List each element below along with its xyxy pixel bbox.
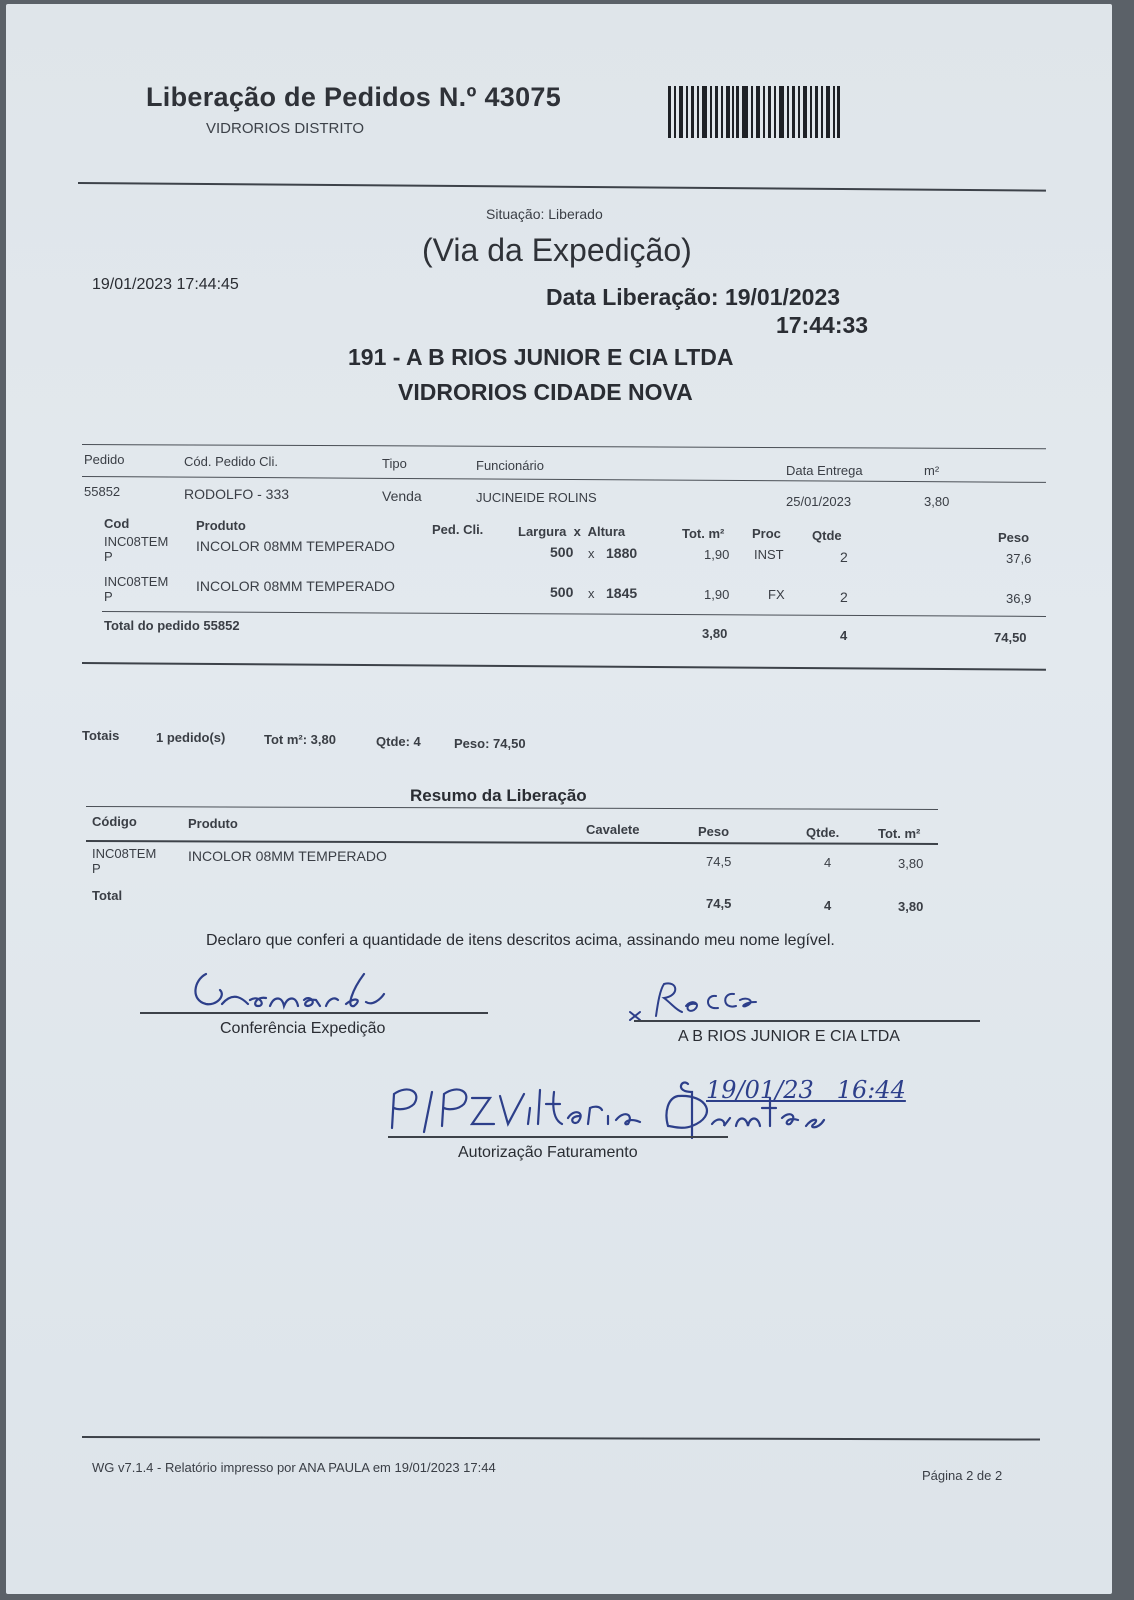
footer-rule bbox=[82, 1436, 1040, 1441]
summary-codigo-line2: P bbox=[92, 861, 101, 876]
summary-peso: 74,5 bbox=[706, 854, 732, 869]
client-store: VIDRORIOS CIDADE NOVA bbox=[398, 379, 693, 405]
cliente-label: A B RIOS JUNIOR E CIA LTDA bbox=[678, 1028, 900, 1045]
item-x: x bbox=[588, 586, 595, 601]
item-cod-line2: P bbox=[104, 549, 113, 564]
item-qtde: 2 bbox=[840, 549, 848, 565]
item-qtde: 2 bbox=[840, 589, 848, 605]
value-tipo: Venda bbox=[382, 488, 422, 504]
summary-col-codigo: Código bbox=[92, 814, 137, 829]
conferencia-label: Conferência Expedição bbox=[220, 1020, 386, 1037]
summary-total-qtde: 4 bbox=[824, 898, 832, 913]
totals-label: Totais bbox=[82, 728, 120, 743]
item-altura: 1845 bbox=[606, 585, 638, 601]
col-m2: m² bbox=[924, 463, 940, 478]
items-col-ped-cli: Ped. Cli. bbox=[432, 522, 484, 537]
items-col-produto: Produto bbox=[196, 518, 246, 533]
summary-top-rule bbox=[86, 806, 938, 810]
col-cod-pedido-cli: Cód. Pedido Cli. bbox=[184, 454, 278, 469]
summary-header-rule bbox=[86, 840, 938, 845]
cliente-signature bbox=[626, 976, 776, 1024]
item-tot-m2: 1,90 bbox=[704, 547, 730, 562]
document-title: Liberação de Pedidos N.º 43075 bbox=[146, 82, 562, 112]
summary-col-tot-m2: Tot. m² bbox=[878, 826, 921, 841]
totals-qtde: Qtde: 4 bbox=[376, 734, 421, 749]
items-col-peso: Peso bbox=[998, 530, 1030, 545]
autorizacao-date: 19/01/23 16:44 bbox=[706, 1076, 906, 1104]
client-name: 191 - A B RIOS JUNIOR E CIA LTDA bbox=[348, 344, 734, 370]
summary-qtde: 4 bbox=[824, 855, 832, 870]
status-label: Situação: Liberado bbox=[486, 206, 603, 222]
items-col-tot-m2: Tot. m² bbox=[682, 526, 725, 541]
autorizacao-label: Autorização Faturamento bbox=[458, 1144, 638, 1161]
col-tipo: Tipo bbox=[382, 456, 407, 471]
totals-pedidos: 1 pedido(s) bbox=[156, 730, 226, 745]
item-proc: INST bbox=[754, 547, 784, 562]
header-divider bbox=[78, 182, 1046, 192]
value-cod-pedido-cli: RODOLFO - 333 bbox=[184, 486, 290, 502]
summary-tot-m2: 3,80 bbox=[898, 856, 924, 871]
summary-codigo-line1: INC08TEM bbox=[92, 846, 157, 861]
summary-codigo bbox=[92, 846, 156, 876]
item-largura: 500 bbox=[550, 544, 574, 560]
order-table-header-rule bbox=[82, 476, 1046, 483]
item-peso: 37,6 bbox=[1006, 551, 1032, 566]
item-cod-line2: P bbox=[104, 589, 113, 604]
item-produto: INCOLOR 08MM TEMPERADO bbox=[196, 578, 395, 594]
summary-total-label: Total bbox=[92, 888, 123, 903]
summary-total-tot-m2: 3,80 bbox=[898, 899, 924, 914]
items-col-proc: Proc bbox=[752, 526, 781, 541]
order-total-qtde: 4 bbox=[840, 628, 848, 643]
col-data-entrega: Data Entrega bbox=[786, 463, 863, 478]
footer-page-number: Página 2 de 2 bbox=[922, 1468, 1003, 1483]
items-col-qtde: Qtde bbox=[812, 528, 842, 543]
order-total-label: Total do pedido 55852 bbox=[104, 618, 240, 633]
items-col-cod: Cod bbox=[104, 516, 130, 531]
item-produto: INCOLOR 08MM TEMPERADO bbox=[196, 538, 395, 554]
footer-print-info: WG v7.1.4 - Relatório impresso por ANA PAULA em 19/01/2023 17:44 bbox=[92, 1460, 496, 1475]
barcode bbox=[668, 86, 840, 138]
item-altura: 1880 bbox=[606, 545, 638, 561]
items-col-largura-altura: Largura x Altura bbox=[518, 524, 626, 539]
item-proc: FX bbox=[768, 587, 785, 602]
item-peso: 36,9 bbox=[1006, 591, 1032, 606]
printed-document bbox=[6, 4, 1112, 1594]
autorizacao-signature-line bbox=[388, 1136, 728, 1138]
item-tot-m2: 1,90 bbox=[704, 587, 730, 602]
item-x: x bbox=[588, 546, 595, 561]
summary-title: Resumo da Liberação bbox=[410, 786, 587, 805]
totals-peso: Peso: 74,50 bbox=[454, 736, 526, 751]
order-table-top-rule bbox=[82, 444, 1046, 449]
value-m2: 3,80 bbox=[924, 494, 950, 509]
summary-produto: INCOLOR 08MM TEMPERADO bbox=[188, 848, 387, 864]
via-label: (Via da Expedição) bbox=[422, 232, 692, 268]
summary-col-peso: Peso bbox=[698, 824, 730, 839]
release-date: Data Liberação: 19/01/2023 bbox=[546, 284, 841, 310]
value-pedido: 55852 bbox=[84, 484, 121, 499]
conferencia-signature-line bbox=[140, 1012, 488, 1014]
col-pedido: Pedido bbox=[84, 452, 125, 467]
release-time: 17:44:33 bbox=[776, 312, 869, 338]
item-cod-line1: INC08TEM bbox=[104, 534, 169, 549]
summary-col-produto: Produto bbox=[188, 816, 238, 831]
value-data-entrega: 25/01/2023 bbox=[786, 494, 852, 509]
item-cod bbox=[104, 574, 168, 604]
totals-m2: Tot m²: 3,80 bbox=[264, 732, 336, 747]
item-cod-line1: INC08TEM bbox=[104, 574, 169, 589]
summary-total-peso: 74,5 bbox=[706, 896, 732, 911]
value-funcionario: JUCINEIDE ROLINS bbox=[476, 490, 597, 505]
declaration-text: Declaro que conferi a quantidade de itens descritos acima, assinando meu nome legível. bbox=[206, 932, 835, 949]
item-largura: 500 bbox=[550, 584, 574, 600]
order-total-m2: 3,80 bbox=[702, 626, 728, 641]
conferencia-signature bbox=[186, 960, 406, 1018]
order-total-rule bbox=[102, 611, 1046, 617]
order-section-bottom-rule bbox=[82, 662, 1046, 671]
printed-timestamp: 19/01/2023 17:44:45 bbox=[92, 276, 239, 293]
cliente-signature-line bbox=[634, 1020, 980, 1022]
col-funcionario: Funcionário bbox=[476, 458, 544, 473]
company-name: VIDRORIOS DISTRITO bbox=[206, 120, 365, 137]
summary-col-cavalete: Cavalete bbox=[586, 822, 640, 837]
summary-col-qtde: Qtde. bbox=[806, 825, 840, 840]
order-total-peso: 74,50 bbox=[994, 630, 1027, 645]
item-cod bbox=[104, 534, 168, 564]
